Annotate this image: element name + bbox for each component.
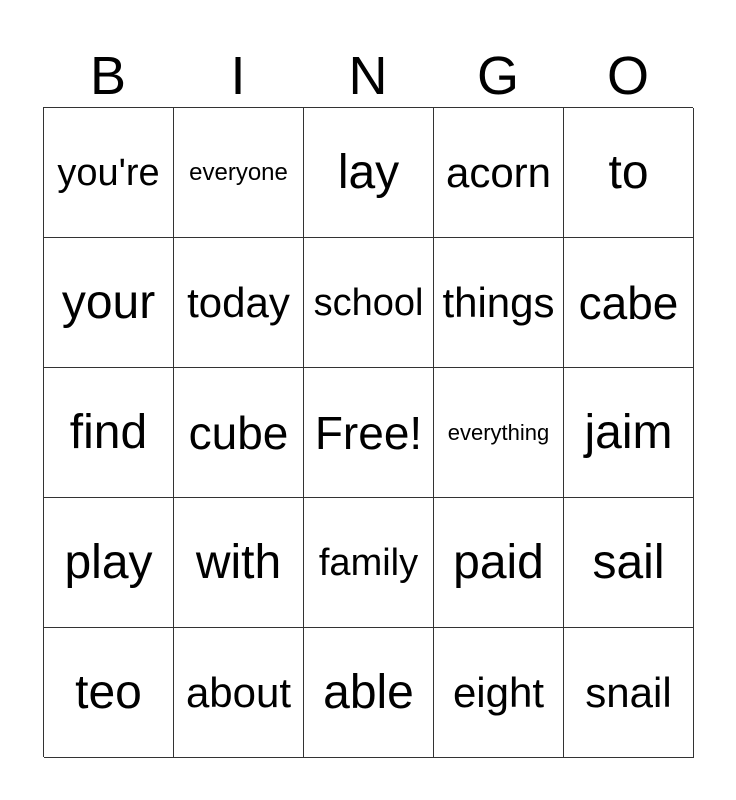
bingo-cell[interactable] [174,498,304,628]
bingo-cell[interactable] [564,108,694,238]
cell-word: with [195,535,282,589]
cell-word: things [442,278,555,326]
bingo-cell[interactable] [434,628,564,758]
bingo-cell[interactable] [174,368,304,498]
bingo-cell[interactable] [174,108,304,238]
cell-word: cube [188,406,289,459]
bingo-cell[interactable] [44,498,174,628]
bingo-cell[interactable] [44,238,174,368]
bingo-cell[interactable] [564,628,694,758]
cell-word: about [185,668,292,716]
bingo-cell[interactable] [564,368,694,498]
free-space-label: Free! [314,406,423,459]
cell-word: play [64,535,153,589]
bingo-cell[interactable] [304,238,434,368]
cell-word: school [313,281,424,324]
cell-word: sail [592,535,665,589]
cell-word: family [318,541,419,584]
header-letter-i: I [230,46,246,106]
cell-word: everything [447,419,550,445]
bingo-cell[interactable] [434,238,564,368]
header-letter-g: G [476,46,519,106]
cell-word: you're [57,151,160,194]
bingo-cell[interactable] [564,498,694,628]
cell-word: today [187,278,290,326]
bingo-cell[interactable] [174,238,304,368]
cell-word: acorn [445,148,552,196]
bingo-cell[interactable] [434,108,564,238]
cell-word: jaim [584,405,673,459]
bingo-cell[interactable] [44,628,174,758]
cell-word: lay [337,145,400,199]
cell-word: teo [75,665,142,719]
cell-word: your [61,275,156,329]
cell-word: everyone [189,158,288,186]
free-space[interactable] [304,368,434,498]
bingo-cell[interactable] [304,108,434,238]
bingo-cell[interactable] [174,628,304,758]
bingo-cell[interactable] [564,238,694,368]
cell-word: to [608,145,649,199]
bingo-board [43,107,693,757]
bingo-cell[interactable] [434,368,564,498]
cell-word: cabe [578,276,679,329]
header-letter-o: O [606,46,649,106]
cell-word: paid [453,535,544,589]
bingo-cell[interactable] [304,498,434,628]
header-letter-n: N [348,46,388,106]
bingo-cell[interactable] [44,368,174,498]
cell-word: able [323,665,414,719]
cell-word: eight [452,668,545,716]
bingo-cell[interactable] [434,498,564,628]
cell-word: snail [585,668,672,716]
bingo-cell[interactable] [304,628,434,758]
bingo-cell[interactable] [44,108,174,238]
bingo-header [43,44,693,108]
header-letter-b: B [89,46,127,106]
cell-word: find [69,405,148,459]
